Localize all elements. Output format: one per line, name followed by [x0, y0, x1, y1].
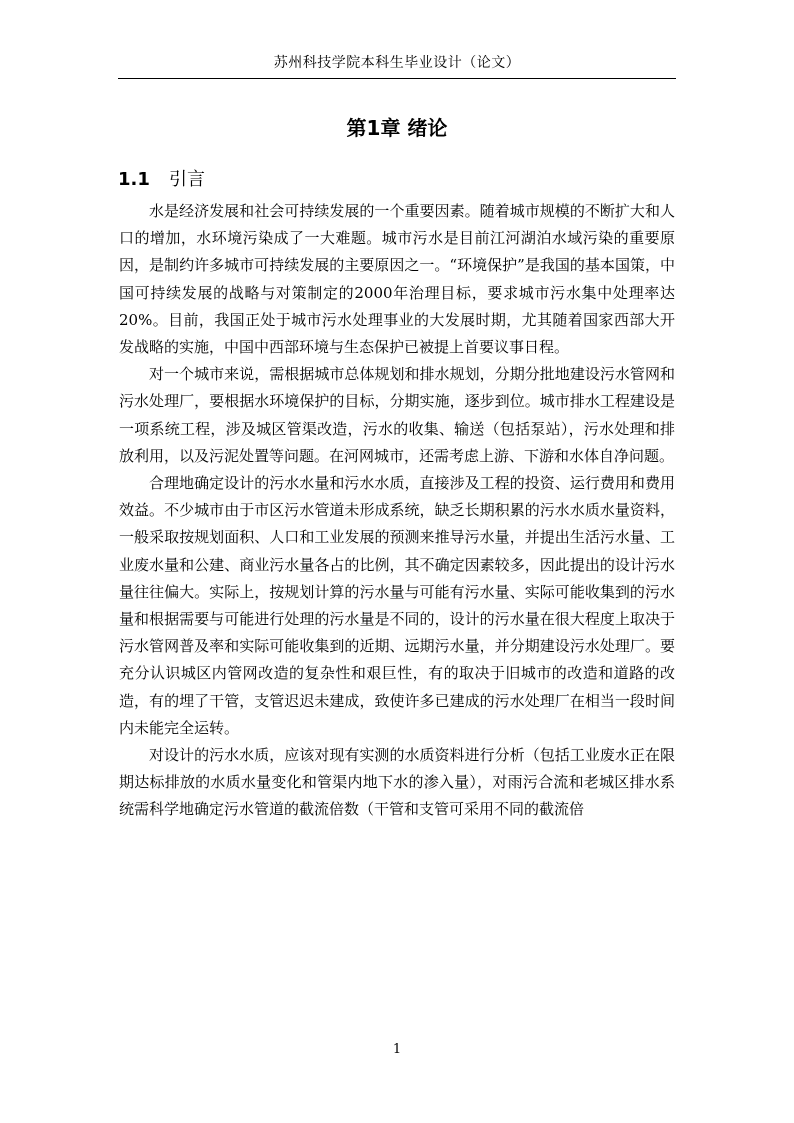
- page-number: 1: [392, 1042, 402, 1057]
- paragraph: 水是经济发展和社会可持续发展的一个重要因素。随着城市规模的不断扩大和人口的增加，水环境污染成了一大难题。城市污水是目前江河湖泊水域污染的重要原因，是制约许多城市可持续发展的主要原因之一。“环境保护”是我国的基本国策，中国可持续发展的战略与对策制定的2000年治理目标，要求城市污水集中处理率达20%。目前，我国正处于城市污水处理事业的大发展时期，尤其随着国家西部大开发战略的实施，中国中西部环境与生态保护已被提上首要议事日程。: [119, 202, 675, 357]
- section-number: 1.1: [118, 169, 150, 190]
- body-text: [119, 198, 675, 824]
- paragraph: 对设计的污水水质，应该对现有实测的水质资料进行分析（包括工业废水正在限期达标排放的水质水量变化和管渠内地下水的渗入量），对雨污合流和老城区排水系统需科学地确定污水管道的截流倍数（干管和支管可采用不同的截流倍: [119, 746, 675, 819]
- section-title: 引言: [169, 169, 205, 190]
- page-header: 苏州科技学院本科生毕业设计（论文）: [118, 48, 676, 79]
- paragraph: 对一个城市来说，需根据城市总体规划和排水规划，分期分批地建设污水管网和污水处理厂，要根据水环境保护的目标，分期实施，逐步到位。城市排水工程建设是一项系统工程，涉及城区管渠改造，污水的收集、输送（包括泵站），污水处理和排放利用，以及污泥处置等问题。在河网城市，还需考虑上游、下游和水体自净问题。: [119, 365, 675, 465]
- chapter-title: 第1章 绪论: [346, 116, 448, 140]
- paragraph: 合理地确定设计的污水水量和污水水质，直接涉及工程的投资、运行费用和费用效益。不少城市由于市区污水管道未形成系统，缺乏长期积累的污水水质水量资料，一般采取按规划面积、人口和工业发展的预测来推导污水量，并提出生活污水量、工业废水量和公建、商业污水量各占的比例，其不确定因素较多，因此提出的设计污水量往往偏大。实际上，按规划计算的污水量与可能有污水量、实际可能收集到的污水量和根据需要与可能进行处理的污水量是不同的，设计的污水量在很大程度上取决于污水管网普及率和实际可能收集到的近期、远期污水量，并分期建设污水处理厂。要充分认识城区内管网改造的复杂性和艰巨性，有的取决于旧城市的改造和道路的改造，有的埋了干管，支管迟迟未建成，致使许多已建成的污水处理厂在相当一段时间内未能完全运转。: [119, 474, 675, 737]
- section-heading: [118, 166, 205, 194]
